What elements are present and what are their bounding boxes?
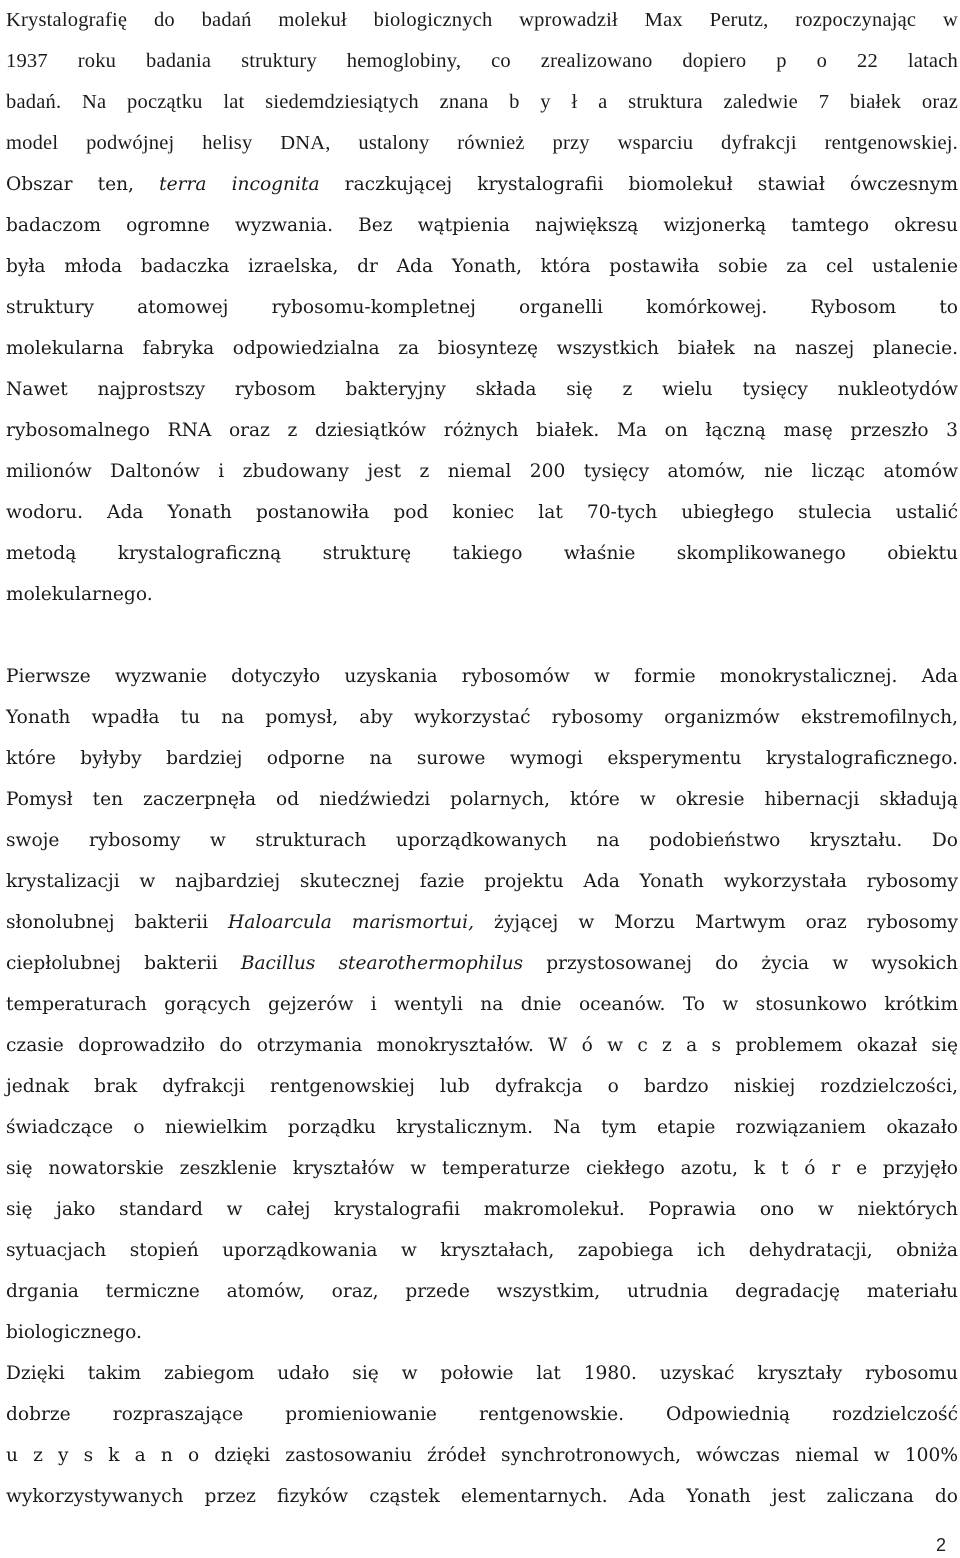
text-line: Nawet najprostszy rybosom bakteryjny składa się z wielu tysięcy nukleotydów: [6, 379, 958, 400]
text-line: świadczące o niewielkim porządku krystalicznym. Na tym etapie rozwiązaniem okazało: [6, 1117, 958, 1138]
text-line: badań. Na początku lat siedemdziesiątych znana b y ł a struktura zaledwie 7 białek oraz: [6, 91, 958, 113]
text-line: rybosomalnego RNA oraz z dziesiątków różnych białek. Ma on łączną masę przeszło 3: [6, 420, 958, 441]
species-name: Haloarcula marismortui,: [228, 912, 474, 933]
text-line: [6, 902, 958, 943]
text-line: Yonath wpadła tu na pomysł, aby wykorzystać rybosomy organizmów ekstremofilnych,: [6, 707, 958, 728]
text-line: u z y s k a n o dzięki zastosowaniu źródeł synchrotronowych, wówczas niemal w 100%: [6, 1445, 958, 1466]
text-line: temperaturach gorących gejzerów i wentyli na dnie oceanów. To w stosunkowo krótkim: [6, 994, 958, 1015]
paragraph-gap: [6, 615, 958, 656]
text-run: Obszar ten,: [6, 174, 160, 195]
text-line: sytuacjach stopień uporządkowania w kryształach, zapobiega ich dehydratacji, obniża: [6, 1240, 958, 1261]
text-line: biologicznego.: [6, 1322, 142, 1343]
page-number: 2: [935, 1535, 946, 1555]
text-run: ciepłolubnej bakterii: [6, 953, 241, 974]
text-line: które byłyby bardziej odporne na surowe wymogi eksperymentu krystalograficznego.: [6, 748, 958, 769]
text-line: była młoda badaczka izraelska, dr Ada Yonath, która postawiła sobie za cel ustalenie: [6, 256, 958, 277]
text-line: się jako standard w całej krystalografii makromolekuł. Poprawia ono w niektórych: [6, 1199, 958, 1220]
text-line: [6, 164, 958, 205]
text-line: model podwójnej helisy DNA, ustalony również przy wsparciu dyfrakcji rentgenowskiej.: [6, 132, 958, 154]
species-name: Bacillus stearothermophilus: [240, 953, 524, 974]
text-run: żyjącej w Morzu Martwym oraz rybosomy: [473, 912, 959, 933]
italic-term: terra incognita: [159, 174, 320, 195]
text-line: Pierwsze wyzwanie dotyczyło uzyskania rybosomów w formie monokrystalicznej. Ada: [6, 666, 958, 687]
paragraph-1: [6, 0, 958, 615]
paragraph-3: [6, 1353, 958, 1517]
paragraph-2: [6, 656, 958, 1353]
text-line: Dzięki takim zabiegom udało się w połowie lat 1980. uzyskać kryształy rybosomu: [6, 1363, 958, 1384]
text-line: krystalizacji w najbardziej skutecznej fazie projektu Ada Yonath wykorzystała rybosomy: [6, 871, 958, 892]
text-line: wodoru. Ada Yonath postanowiła pod koniec lat 70-tych ubiegłego stulecia ustalić: [6, 502, 958, 523]
text-line: swoje rybosomy w strukturach uporządkowanych na podobieństwo kryształu. Do: [6, 830, 958, 851]
text-line: badaczom ogromne wyzwania. Bez wątpienia największą wizjonerką tamtego okresu: [6, 215, 958, 236]
text-line: milionów Daltonów i zbudowany jest z niemal 200 tysięcy atomów, nie licząc atomów: [6, 461, 958, 482]
document-page: [6, 0, 958, 1517]
text-line: molekularnego.: [6, 584, 153, 605]
text-line: 1937 roku badania struktury hemoglobiny, co zrealizowano dopiero p o 22 latach: [6, 50, 958, 72]
text-line: drgania termiczne atomów, oraz, przede wszystkim, utrudnia degradację materiału: [6, 1281, 958, 1302]
text-line: Pomysł ten zaczerpnęła od niedźwiedzi polarnych, które w okresie hibernacji składują: [6, 789, 958, 810]
text-run: przystosowanej do życia w wysokich: [523, 953, 958, 974]
text-line: jednak brak dyfrakcji rentgenowskiej lub dyfrakcja o bardzo niskiej rozdzielczości,: [6, 1076, 958, 1097]
text-line: dobrze rozpraszające promieniowanie rentgenowskie. Odpowiednią rozdzielczość: [6, 1404, 958, 1425]
text-line: Krystalografię do badań molekuł biologicznych wprowadził Max Perutz, rozpoczynając w: [6, 9, 958, 31]
text-line: czasie doprowadziło do otrzymania monokryształów. W ó w c z a s problemem okazał się: [6, 1035, 958, 1056]
text-line: struktury atomowej rybosomu-kompletnej organelli komórkowej. Rybosom to: [6, 297, 958, 318]
text-line: metodą krystalograficzną strukturę takiego właśnie skomplikowanego obiektu: [6, 543, 958, 564]
text-run: słonolubnej bakterii: [6, 912, 229, 933]
text-line: [6, 943, 958, 984]
text-line: wykorzystywanych przez fizyków cząstek elementarnych. Ada Yonath jest zaliczana do: [6, 1486, 958, 1507]
text-line: molekularna fabryka odpowiedzialna za biosyntezę wszystkich białek na naszej planecie.: [6, 338, 958, 359]
text-line: się nowatorskie zeszklenie kryształów w temperaturze ciekłego azotu, k t ó r e przyjęło: [6, 1158, 958, 1179]
text-run: raczkującej krystalografii biomolekuł stawiał ówczesnym: [319, 174, 959, 195]
